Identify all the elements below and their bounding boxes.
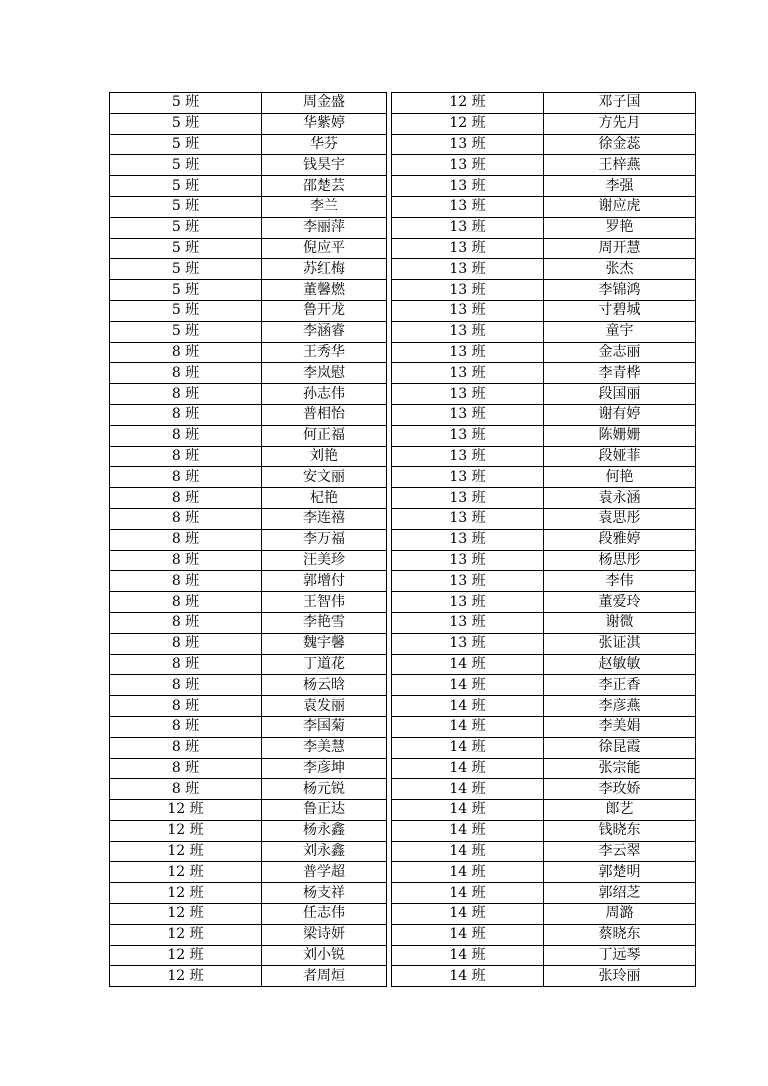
class-cell: 13 班 [392,384,544,405]
student-name-cell: 杨云晗 [262,675,387,696]
class-cell: 5 班 [110,238,262,259]
student-name-cell: 袁永涵 [544,488,696,509]
table-row [392,612,696,633]
student-name-cell: 李彦燕 [544,696,696,717]
table-row [110,196,387,217]
student-name-cell: 普学超 [262,862,387,883]
roster-table-right [391,92,696,987]
student-name-cell: 郭绍芝 [544,883,696,904]
table-row [110,384,387,405]
class-cell: 8 班 [110,363,262,384]
student-name-cell: 段娅菲 [544,446,696,467]
table-row [110,404,387,425]
table-row [110,633,387,654]
class-cell: 13 班 [392,196,544,217]
class-cell: 13 班 [392,300,544,321]
student-name-cell: 李连禧 [262,508,387,529]
table-row [392,176,696,197]
table-row [392,571,696,592]
class-cell: 12 班 [110,820,262,841]
student-name-cell: 李丽萍 [262,217,387,238]
table-row [392,820,696,841]
class-cell: 8 班 [110,446,262,467]
class-cell: 5 班 [110,217,262,238]
class-cell: 12 班 [110,924,262,945]
student-name-cell: 李涵睿 [262,321,387,342]
table-row [110,862,387,883]
class-cell: 5 班 [110,300,262,321]
class-cell: 14 班 [392,924,544,945]
class-cell: 8 班 [110,550,262,571]
table-row [110,155,387,176]
student-name-cell: 李云翠 [544,841,696,862]
class-cell: 8 班 [110,342,262,363]
class-cell: 5 班 [110,134,262,155]
table-row [110,945,387,966]
table-row [392,342,696,363]
table-row [392,196,696,217]
roster-table-left-body [110,93,387,987]
student-name-cell: 罗艳 [544,217,696,238]
student-name-cell: 段雅婷 [544,529,696,550]
student-name-cell: 苏红梅 [262,259,387,280]
class-cell: 12 班 [110,800,262,821]
class-cell: 8 班 [110,467,262,488]
class-cell: 12 班 [110,904,262,925]
student-name-cell: 李玫娇 [544,779,696,800]
class-cell: 5 班 [110,321,262,342]
student-name-cell: 童宇 [544,321,696,342]
student-name-cell: 梁诗妍 [262,924,387,945]
table-row [110,966,387,987]
student-name-cell: 鲁开龙 [262,300,387,321]
student-name-cell: 邓子国 [544,93,696,114]
table-row [392,508,696,529]
table-row [392,446,696,467]
table-row [110,737,387,758]
class-cell: 13 班 [392,529,544,550]
class-cell: 12 班 [110,945,262,966]
student-name-cell: 李锦鸿 [544,280,696,301]
student-name-cell: 陈姗姗 [544,425,696,446]
student-name-cell: 王智伟 [262,592,387,613]
class-cell: 14 班 [392,779,544,800]
table-row [392,737,696,758]
table-row [392,488,696,509]
student-name-cell: 李岚慰 [262,363,387,384]
class-cell: 14 班 [392,862,544,883]
student-name-cell: 周开慧 [544,238,696,259]
table-row [110,425,387,446]
student-name-cell: 李国菊 [262,716,387,737]
table-row [110,342,387,363]
table-row [392,238,696,259]
table-row [110,321,387,342]
student-name-cell: 杨永鑫 [262,820,387,841]
class-cell: 13 班 [392,488,544,509]
table-row [110,904,387,925]
student-name-cell: 谢微 [544,612,696,633]
class-cell: 12 班 [110,841,262,862]
table-row [110,820,387,841]
table-row [392,904,696,925]
class-cell: 8 班 [110,654,262,675]
table-row [392,384,696,405]
class-cell: 5 班 [110,113,262,134]
table-row [392,404,696,425]
table-row [392,529,696,550]
student-name-cell: 华芬 [262,134,387,155]
table-row [392,800,696,821]
table-row [110,612,387,633]
class-cell: 14 班 [392,800,544,821]
table-row [392,883,696,904]
table-row [110,363,387,384]
class-cell: 14 班 [392,820,544,841]
student-name-cell: 谢应虎 [544,196,696,217]
class-cell: 14 班 [392,841,544,862]
table-row [392,966,696,987]
student-name-cell: 李正香 [544,675,696,696]
student-name-cell: 者周烜 [262,966,387,987]
student-name-cell: 刘小锐 [262,945,387,966]
table-row [110,93,387,114]
student-name-cell: 段国丽 [544,384,696,405]
student-name-cell: 丁远琴 [544,945,696,966]
table-row [392,945,696,966]
table-row [110,259,387,280]
class-cell: 8 班 [110,508,262,529]
student-name-cell: 蔡晓东 [544,924,696,945]
student-name-cell: 谢有婷 [544,404,696,425]
student-name-cell: 李兰 [262,196,387,217]
class-cell: 13 班 [392,633,544,654]
class-cell: 8 班 [110,758,262,779]
student-name-cell: 郭楚明 [544,862,696,883]
student-name-cell: 李强 [544,176,696,197]
table-row [392,363,696,384]
class-cell: 5 班 [110,259,262,280]
table-row [392,675,696,696]
student-name-cell: 李青桦 [544,363,696,384]
student-name-cell: 孙志伟 [262,384,387,405]
student-name-cell: 何正福 [262,425,387,446]
class-cell: 13 班 [392,259,544,280]
table-row [392,696,696,717]
table-row [110,696,387,717]
class-cell: 13 班 [392,508,544,529]
table-row [110,280,387,301]
class-cell: 12 班 [110,966,262,987]
table-row [110,113,387,134]
student-name-cell: 李艳雪 [262,612,387,633]
class-cell: 8 班 [110,488,262,509]
student-name-cell: 钱昊宇 [262,155,387,176]
class-cell: 5 班 [110,280,262,301]
class-cell: 13 班 [392,134,544,155]
student-name-cell: 钱晓东 [544,820,696,841]
table-row [110,800,387,821]
table-row [110,488,387,509]
class-cell: 14 班 [392,654,544,675]
table-row [392,633,696,654]
table-row [110,550,387,571]
class-cell: 8 班 [110,592,262,613]
class-cell: 5 班 [110,155,262,176]
class-cell: 14 班 [392,904,544,925]
table-row [110,446,387,467]
table-row [110,508,387,529]
class-cell: 14 班 [392,945,544,966]
student-name-cell: 华紫婷 [262,113,387,134]
class-cell: 8 班 [110,675,262,696]
table-row [110,716,387,737]
class-cell: 13 班 [392,612,544,633]
class-cell: 12 班 [392,93,544,114]
table-row [392,716,696,737]
table-row [110,592,387,613]
student-name-cell: 鲁正达 [262,800,387,821]
table-row [110,883,387,904]
student-name-cell: 周潞 [544,904,696,925]
table-row [392,259,696,280]
table-row [392,758,696,779]
class-cell: 13 班 [392,425,544,446]
table-row [110,529,387,550]
class-cell: 12 班 [110,862,262,883]
student-name-cell: 王秀华 [262,342,387,363]
table-row [392,321,696,342]
student-name-cell: 寸碧城 [544,300,696,321]
table-row [110,176,387,197]
class-cell: 12 班 [110,883,262,904]
class-cell: 13 班 [392,176,544,197]
student-name-cell: 张玲丽 [544,966,696,987]
student-name-cell: 方先月 [544,113,696,134]
class-cell: 8 班 [110,737,262,758]
table-row [110,238,387,259]
student-name-cell: 普相怡 [262,404,387,425]
student-name-cell: 袁发丽 [262,696,387,717]
class-cell: 8 班 [110,425,262,446]
student-name-cell: 杨元锐 [262,779,387,800]
table-row [392,654,696,675]
class-cell: 5 班 [110,93,262,114]
table-row [392,841,696,862]
table-row [110,758,387,779]
table-row [110,467,387,488]
class-cell: 13 班 [392,446,544,467]
class-cell: 8 班 [110,529,262,550]
student-name-cell: 李伟 [544,571,696,592]
student-name-cell: 刘艳 [262,446,387,467]
table-row [392,113,696,134]
class-cell: 13 班 [392,280,544,301]
student-name-cell: 金志丽 [544,342,696,363]
student-name-cell: 刘永鑫 [262,841,387,862]
class-cell: 14 班 [392,883,544,904]
table-row [392,862,696,883]
class-cell: 8 班 [110,612,262,633]
student-name-cell: 王梓燕 [544,155,696,176]
table-row [392,300,696,321]
table-row [110,841,387,862]
table-row [392,134,696,155]
class-cell: 14 班 [392,675,544,696]
class-cell: 13 班 [392,404,544,425]
student-name-cell: 郎艺 [544,800,696,821]
student-name-cell: 李万福 [262,529,387,550]
class-cell: 8 班 [110,571,262,592]
table-row [392,155,696,176]
class-cell: 13 班 [392,217,544,238]
student-name-cell: 丁道花 [262,654,387,675]
table-row [110,654,387,675]
table-row [110,675,387,696]
student-name-cell: 张宗能 [544,758,696,779]
student-name-cell: 何艳 [544,467,696,488]
class-cell: 8 班 [110,384,262,405]
table-row [392,779,696,800]
table-row [392,280,696,301]
student-name-cell: 任志伟 [262,904,387,925]
table-row [110,924,387,945]
table-row [392,467,696,488]
student-name-cell: 张证淇 [544,633,696,654]
table-row [392,425,696,446]
roster-table-left [109,92,387,987]
table-row [392,93,696,114]
student-name-cell: 董爱玲 [544,592,696,613]
class-cell: 14 班 [392,966,544,987]
student-name-cell: 郭增付 [262,571,387,592]
class-cell: 13 班 [392,571,544,592]
student-name-cell: 袁思彤 [544,508,696,529]
class-cell: 8 班 [110,404,262,425]
table-row [110,300,387,321]
class-cell: 5 班 [110,196,262,217]
student-name-cell: 李美娟 [544,716,696,737]
class-cell: 12 班 [392,113,544,134]
student-name-cell: 赵敏敏 [544,654,696,675]
student-name-cell: 徐昆霞 [544,737,696,758]
table-row [392,550,696,571]
student-name-cell: 李美慧 [262,737,387,758]
class-cell: 13 班 [392,342,544,363]
class-cell: 13 班 [392,592,544,613]
roster-table-right-body [392,93,696,987]
student-name-cell: 倪应平 [262,238,387,259]
student-name-cell: 周金盛 [262,93,387,114]
student-name-cell: 徐金蕊 [544,134,696,155]
class-cell: 8 班 [110,779,262,800]
class-cell: 13 班 [392,321,544,342]
student-name-cell: 董馨燃 [262,280,387,301]
class-cell: 13 班 [392,363,544,384]
table-row [110,571,387,592]
class-cell: 14 班 [392,758,544,779]
table-row [392,592,696,613]
student-name-cell: 杨支祥 [262,883,387,904]
table-row [392,217,696,238]
class-cell: 14 班 [392,696,544,717]
student-name-cell: 汪美珍 [262,550,387,571]
class-cell: 14 班 [392,737,544,758]
student-name-cell: 魏宇馨 [262,633,387,654]
student-name-cell: 杨思彤 [544,550,696,571]
class-cell: 8 班 [110,716,262,737]
class-cell: 13 班 [392,238,544,259]
table-row [110,217,387,238]
class-cell: 8 班 [110,696,262,717]
table-row [110,779,387,800]
student-name-cell: 张杰 [544,259,696,280]
class-cell: 14 班 [392,716,544,737]
class-cell: 13 班 [392,155,544,176]
student-name-cell: 邵楚芸 [262,176,387,197]
class-cell: 13 班 [392,467,544,488]
student-name-cell: 杞艳 [262,488,387,509]
table-row [392,924,696,945]
table-row [110,134,387,155]
class-cell: 5 班 [110,176,262,197]
class-cell: 13 班 [392,550,544,571]
student-name-cell: 安文丽 [262,467,387,488]
student-name-cell: 李彦坤 [262,758,387,779]
class-cell: 8 班 [110,633,262,654]
